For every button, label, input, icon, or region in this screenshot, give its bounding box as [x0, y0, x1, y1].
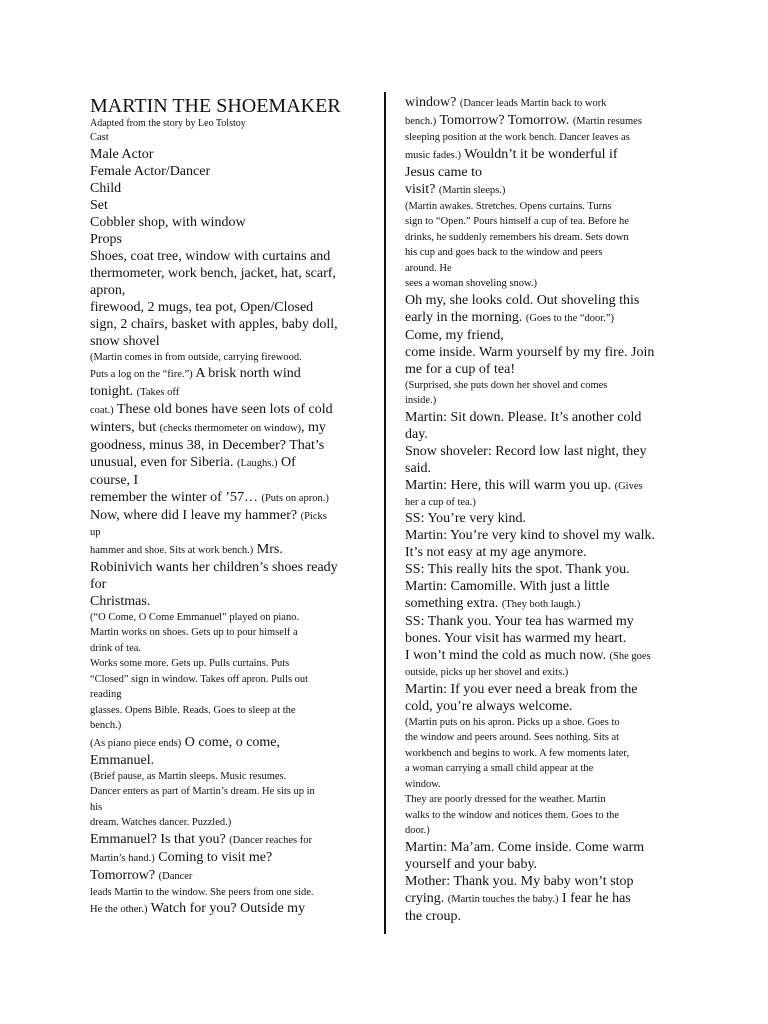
text-line — [405, 309, 690, 327]
stage-direction: Martin’s hand.) — [90, 852, 155, 864]
text-line: apron, — [90, 282, 126, 298]
dialogue: winters, but — [90, 420, 160, 435]
text-line: day. — [405, 426, 428, 442]
text-line: Cast — [90, 132, 109, 143]
text-line: cold, you’re always welcome. — [405, 698, 573, 714]
stage-direction: (They both laugh.) — [501, 599, 581, 610]
text-line — [90, 734, 375, 752]
stage-direction: Puts a log on the “fire.”) — [90, 369, 193, 380]
dialogue: something extra. — [405, 596, 502, 611]
left-column-text — [90, 130, 375, 918]
text-line: thermometer, work bench, jacket, hat, scarf, — [90, 265, 336, 281]
text-line: outside, picks up her shovel and exits.) — [405, 667, 569, 678]
right-column-text — [405, 94, 690, 925]
text-line — [90, 849, 375, 867]
right-column — [405, 94, 690, 925]
text-line: inside.) — [405, 395, 437, 406]
text-line: Martin: Sit down. Please. It’s another cold — [405, 409, 642, 425]
stage-direction: (Martin sleeps.) — [438, 184, 506, 196]
text-line — [90, 900, 375, 918]
text-line: drinks, he suddenly remembers his dream. Sets down — [405, 231, 629, 243]
text-line: SS: This really hits the spot. Thank you. — [405, 562, 630, 577]
text-line: walks to the window and notices them. Goes to the — [405, 809, 620, 821]
text-line: his cup and goes back to the window and peers — [405, 247, 603, 258]
text-line: sees a woman shoveling snow.) — [405, 278, 538, 289]
text-line — [90, 365, 375, 383]
text-line — [405, 890, 690, 908]
text-line: said. — [405, 460, 432, 476]
text-line: door.) — [405, 825, 430, 836]
dialogue: Watch for you? Outside my — [147, 901, 306, 916]
text-line: Mother: Thank you. My baby won’t stop — [405, 873, 634, 889]
text-line — [90, 454, 375, 472]
text-line: reading — [90, 689, 122, 700]
text-line — [405, 647, 690, 665]
stage-direction: (Goes to the “door.”) — [525, 312, 614, 324]
text-line: SS: You’re very kind. — [405, 511, 526, 526]
text-line: (Brief pause, as Martin sleeps. Music resumes. — [90, 770, 287, 782]
text-line: up — [90, 527, 101, 538]
text-line — [90, 401, 375, 419]
text-line: Come, my friend, — [405, 327, 504, 343]
text-line: firewood, 2 mugs, tea pot, Open/Closed — [90, 299, 314, 315]
dialogue: Tomorrow? — [90, 867, 159, 883]
text-line: a woman carrying a small child appear at the — [405, 763, 594, 774]
stage-direction: (Takes off — [136, 387, 180, 398]
text-line: dream. Watches dancer. Puzzled.) — [90, 817, 232, 828]
text-line: goodness, minus 38, in December? That’s — [90, 438, 325, 453]
text-line: Snow shoveler: Record low last night, they — [405, 443, 647, 459]
stage-direction: (Dancer reaches for — [229, 834, 312, 846]
text-line — [90, 831, 375, 849]
text-line: Dancer enters as part of Martin’s dream. He sits up in — [90, 786, 315, 797]
dialogue: Tomorrow? Tomorrow. — [436, 113, 573, 128]
dialogue: Emmanuel? Is that you? — [90, 831, 230, 847]
text-line: SS: Thank you. Your tea has warmed my — [405, 614, 634, 629]
dialogue: Of — [277, 455, 296, 470]
stage-direction: (Puts on apron.) — [261, 493, 329, 504]
stage-direction: (Dancer — [158, 870, 193, 882]
text-line: (Surprised, she puts down her shovel and comes — [405, 379, 608, 391]
text-line: (Martin comes in from outside, carrying firewood. — [90, 351, 302, 363]
text-line: course, I — [90, 473, 139, 488]
dialogue: remember the winter of ’57… — [90, 490, 262, 505]
text-line: yourself and your baby. — [405, 856, 538, 872]
dialogue: Now, where did I leave my hammer? — [90, 508, 301, 523]
text-line: Martin: Camomille. With just a little — [405, 579, 610, 594]
text-line: Oh my, she looks cold. Out shoveling this — [405, 292, 640, 308]
text-line: “Closed” sign in window. Takes off apron. Pulls out — [90, 673, 309, 685]
text-line: Martin: You’re very kind to shovel my walk. — [405, 528, 656, 543]
text-line: bones. Your visit has warmed my heart. — [405, 631, 627, 646]
document-subtitle: Adapted from the story by Leo Tolstoy — [90, 118, 246, 129]
dialogue: Martin: Here, this will warm you up. — [405, 477, 615, 493]
stage-direction: (Gives — [614, 480, 643, 492]
text-line — [405, 595, 690, 613]
dialogue: window? — [405, 95, 460, 110]
text-line: for — [90, 576, 107, 592]
text-line: Robinivich wants her children’s shoes ready — [90, 559, 338, 575]
text-line: Shoes, coat tree, window with curtains and — [90, 248, 331, 264]
dialogue: Coming to visit me? — [154, 849, 273, 865]
text-line: Female Actor/Dancer — [90, 163, 211, 179]
text-line: (Martin awakes. Stretches. Opens curtains. Turns — [405, 200, 612, 212]
text-line: Martin: Ma’am. Come inside. Come warm — [405, 839, 645, 855]
dialogue: These old bones have seen lots of cold — [113, 402, 333, 417]
stage-direction: hammer and shoe. Sits at work bench.) — [90, 544, 254, 556]
stage-direction: (As piano piece ends) — [90, 737, 182, 749]
stage-direction: music fades.) — [405, 149, 461, 161]
text-line — [90, 541, 375, 559]
stage-direction: He the other.) — [90, 904, 148, 915]
dialogue: early in the morning. — [405, 309, 526, 325]
dialogue: I fear he has — [558, 890, 631, 906]
dialogue: Wouldn’t it be wonderful if — [460, 146, 618, 162]
text-line: Male Actor — [90, 146, 154, 162]
text-line: It’s not easy at my age anymore. — [405, 545, 587, 560]
stage-direction: (She goes — [609, 651, 651, 662]
text-line: Works some more. Gets up. Pulls curtains. Puts — [90, 658, 290, 669]
text-line — [90, 383, 375, 401]
text-line: come inside. Warm yourself by my fire. Join — [405, 344, 655, 360]
stage-direction: (Martin touches the baby.) — [447, 893, 559, 905]
text-line: Set — [90, 197, 108, 213]
text-line: (“O Come, O Come Emmanuel” played on piano. — [90, 611, 300, 623]
left-column — [90, 94, 375, 918]
text-line: glasses. Opens Bible. Reads. Goes to sleep at the — [90, 704, 296, 716]
text-line — [90, 867, 375, 885]
text-line: Child — [90, 180, 122, 196]
text-line — [90, 419, 375, 437]
dialogue: A brisk north wind — [192, 366, 301, 381]
column-divider — [384, 92, 386, 934]
text-line: Props — [90, 231, 122, 247]
text-line — [405, 181, 690, 199]
dialogue: tonight. — [90, 384, 137, 399]
stage-direction: (Laughs.) — [236, 458, 278, 469]
text-line: sign to “Open.” Pours himself a cup of tea. Before he — [405, 216, 629, 227]
dialogue: Mrs. — [253, 541, 283, 557]
document-title: MARTIN THE SHOEMAKER — [90, 95, 341, 117]
text-line: Martin: If you ever need a break from the — [405, 681, 638, 697]
text-line: Christmas. — [90, 593, 151, 609]
text-line: Jesus came to — [405, 164, 482, 180]
text-line: Emmanuel. — [90, 752, 155, 768]
text-line: her a cup of tea.) — [405, 496, 476, 508]
text-line: the window and peers around. Sees nothing. Sits at — [405, 732, 620, 743]
stage-direction: (Martin resumes — [572, 116, 642, 127]
text-line: drink of tea. — [90, 642, 142, 654]
text-line: snow shovel — [90, 333, 160, 349]
dialogue: O come, o come, — [181, 734, 281, 750]
text-line: Cobbler shop, with window — [90, 214, 246, 230]
text-line — [90, 507, 375, 525]
dialogue: , my — [301, 420, 326, 435]
text-line: bench.) — [90, 720, 122, 731]
text-line: sign, 2 chairs, basket with apples, baby doll, — [90, 316, 338, 332]
text-line: window. — [405, 778, 441, 790]
dialogue: unusual, even for Siberia. — [90, 455, 237, 470]
text-line — [90, 489, 375, 507]
text-line: around. He — [405, 262, 452, 274]
text-line: me for a cup of tea! — [405, 361, 515, 377]
text-line — [405, 477, 690, 495]
text-line: sleeping position at the work bench. Dancer leaves as — [405, 132, 630, 143]
text-line: leads Martin to the window. She peers from one side. — [90, 886, 314, 898]
stage-direction: coat.) — [90, 405, 114, 416]
dialogue: visit? — [405, 181, 439, 197]
text-line: They are poorly dressed for the weather. Martin — [405, 794, 606, 805]
stage-direction: (checks thermometer on window) — [159, 423, 302, 434]
text-line — [405, 146, 690, 164]
text-line: the croup. — [405, 908, 461, 924]
text-line: his — [90, 801, 103, 813]
text-line — [405, 94, 690, 112]
text-line: Martin works on shoes. Gets up to pour himself a — [90, 627, 298, 638]
stage-direction: bench.) — [405, 116, 437, 127]
text-line — [405, 112, 690, 130]
text-line: workbench and begins to work. A few moments later, — [405, 747, 630, 759]
stage-direction: (Picks — [300, 511, 327, 522]
text-line: (Martin puts on his apron. Picks up a shoe. Goes to — [405, 716, 620, 728]
stage-direction: (Dancer leads Martin back to work — [459, 98, 607, 109]
dialogue: crying. — [405, 890, 448, 906]
dialogue: I won’t mind the cold as much now. — [405, 648, 610, 663]
